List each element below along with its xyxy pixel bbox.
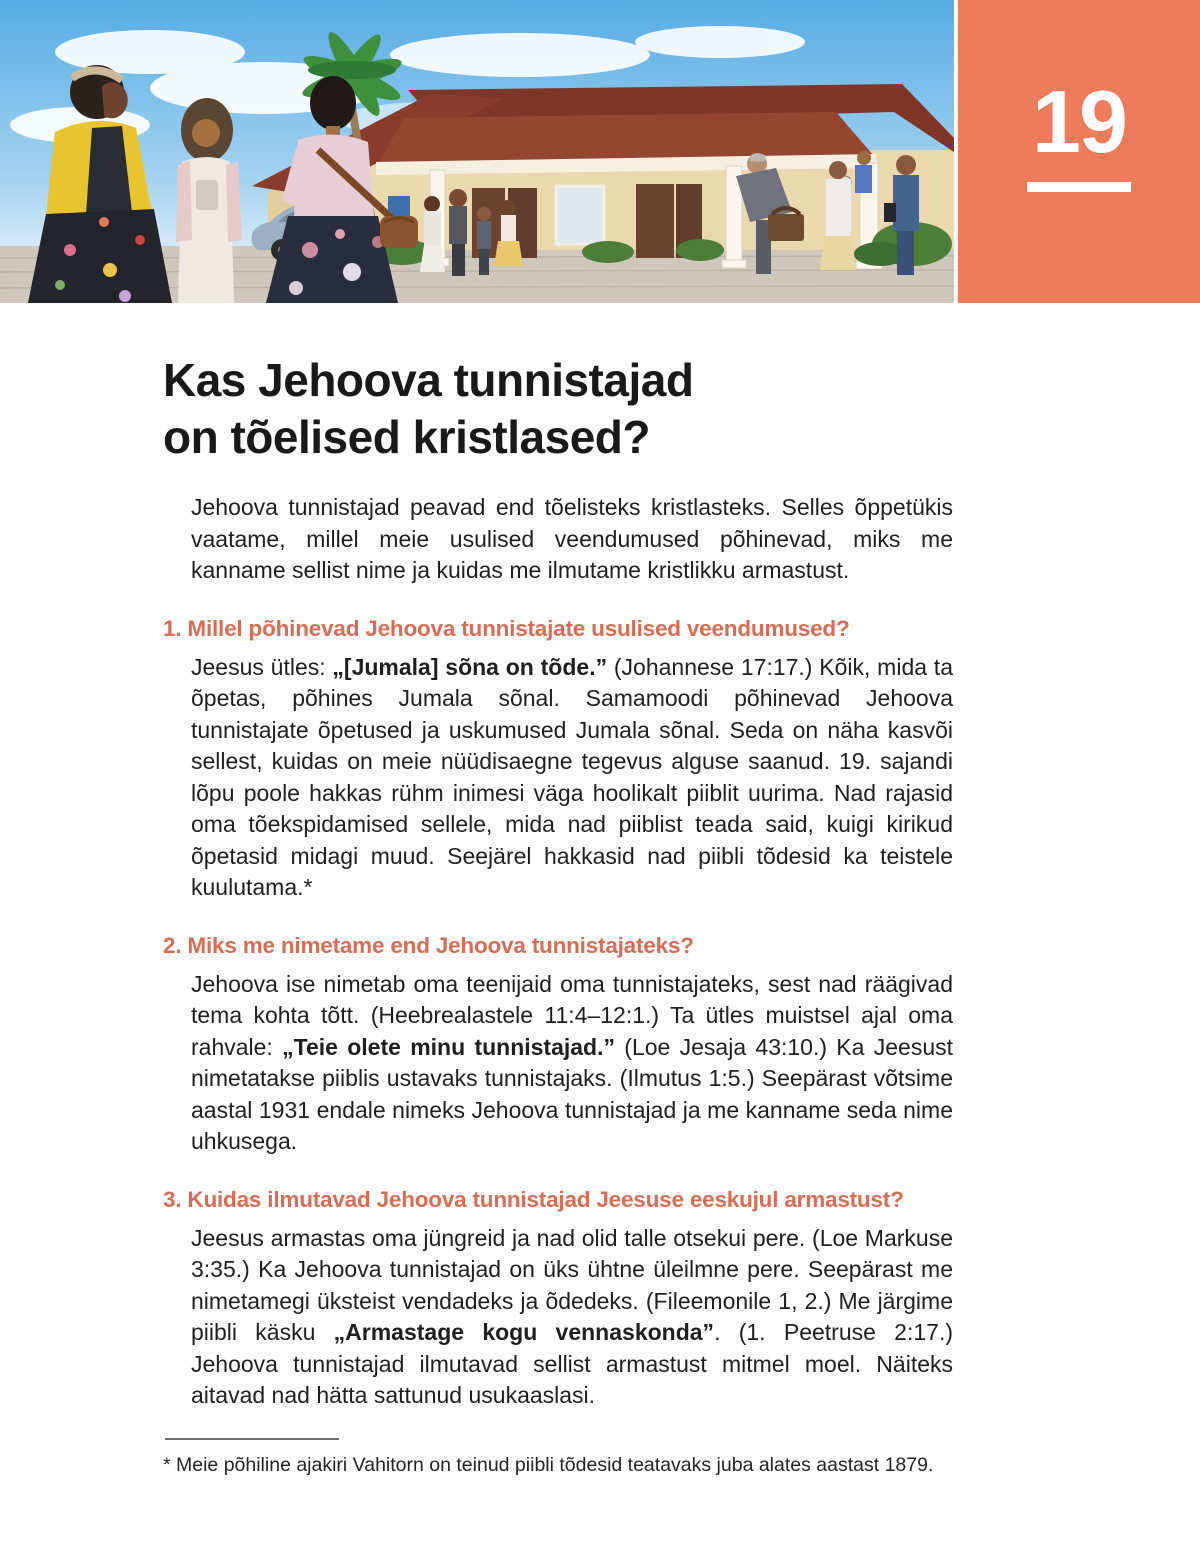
study-paragraph-2: Jehoova ise nimetab oma teenijaid oma tunnistajateks, sest nad räägivad tema kohta tõtt. (Heebrealastele 11:4–12:1.) Ta ütles muistsel ajal oma rahvale: „Teie olete minu tunnistajad.” (Loe Jesaja 43:10.) Ka Jeesust nimetatakse piiblis ustavaks tunnistajaks. (Ilmutus 1:5.) Seepärast võtsime aastal 1931 endale nimeks Jehoova tunnistajad ja me kanname seda nime uhkusega. [191,970,954,1154]
question-heading-1: 1. Millel põhinevad Jehoova tunnistajate usulised veendumused? [163,615,850,641]
page-title-line-1: Kas Jehoova tunnistajad [163,354,694,406]
chapter-number: 19 [1032,72,1126,171]
footnote: * Meie põhiline ajakiri Vahitorn on teinud piibli tõdesid teatavaks juba alates aastast 1879. [163,1453,934,1476]
intro-paragraph: Jehoova tunnistajad peavad end tõelisteks kristlasteks. Selles õppetükis vaatame, millel meie usulised veendumused põhinevad, miks me kanname sellist nime ja kuidas me ilmutame kristlikku armastust. [191,494,953,583]
study-paragraph-3: Jeesus armastas oma jüngreid ja nad olid talle otsekui pere. (Loe Markuse 3:35.) Ka Jehoova tunnistajad on üks ühtne üleilmne pere. Seepärast me nimetamegi üksteist vendadeks ja õdedeks. (Fileemonile 1, 2.) Me järgime piibli käsku „Armastage kogu vennaskonda”. (1. Peetruse 2:17.) Jehoova tunnistajad ilmutavad sellist armastust mitmel moel. Näiteks aitavad nad hätta sattunud usukaaslasi. [191,1224,953,1408]
lesson-content [163,352,955,1478]
question-heading-3: 3. Kuidas ilmutavad Jehoova tunnistajad Jeesuse eeskujul armastust? [163,1186,904,1212]
header-photo [0,0,954,303]
study-paragraph-1: Jeesus ütles: „[Jumala] sõna on tõde.” (Johannese 17:17.) Kõik, mida ta õpetas, põhines Jumala sõnal. Samamoodi põhinevad Jehoova tunnistajate õpetused ja uskumused Jumala sõnal. Seda on näha kasvõi sellest, kuidas on meie nüüdisaegne tegevus alguse saanud. 19. sajandi lõpu poole hakkas rühm inimesi väga hoolikalt piiblit uurima. Nad rajasid oma tõekspidamised sellele, mida nad piiblist teada said, kuigi kirikud õpetasid midagi muud. Seejärel hakkasid nad piibli tõdesid ka teistele kuulutama.* [191,653,953,900]
footnote-rule [165,1438,339,1440]
question-heading-2: 2. Miks me nimetame end Jehoova tunnistajateks? [163,932,694,958]
chapter-number-block [958,0,1200,303]
page-title-line-2: on tõelised kristlased? [163,411,650,463]
page-title [163,352,955,466]
header-photo-illustration [0,0,954,303]
chapter-number-underline [1027,182,1131,192]
